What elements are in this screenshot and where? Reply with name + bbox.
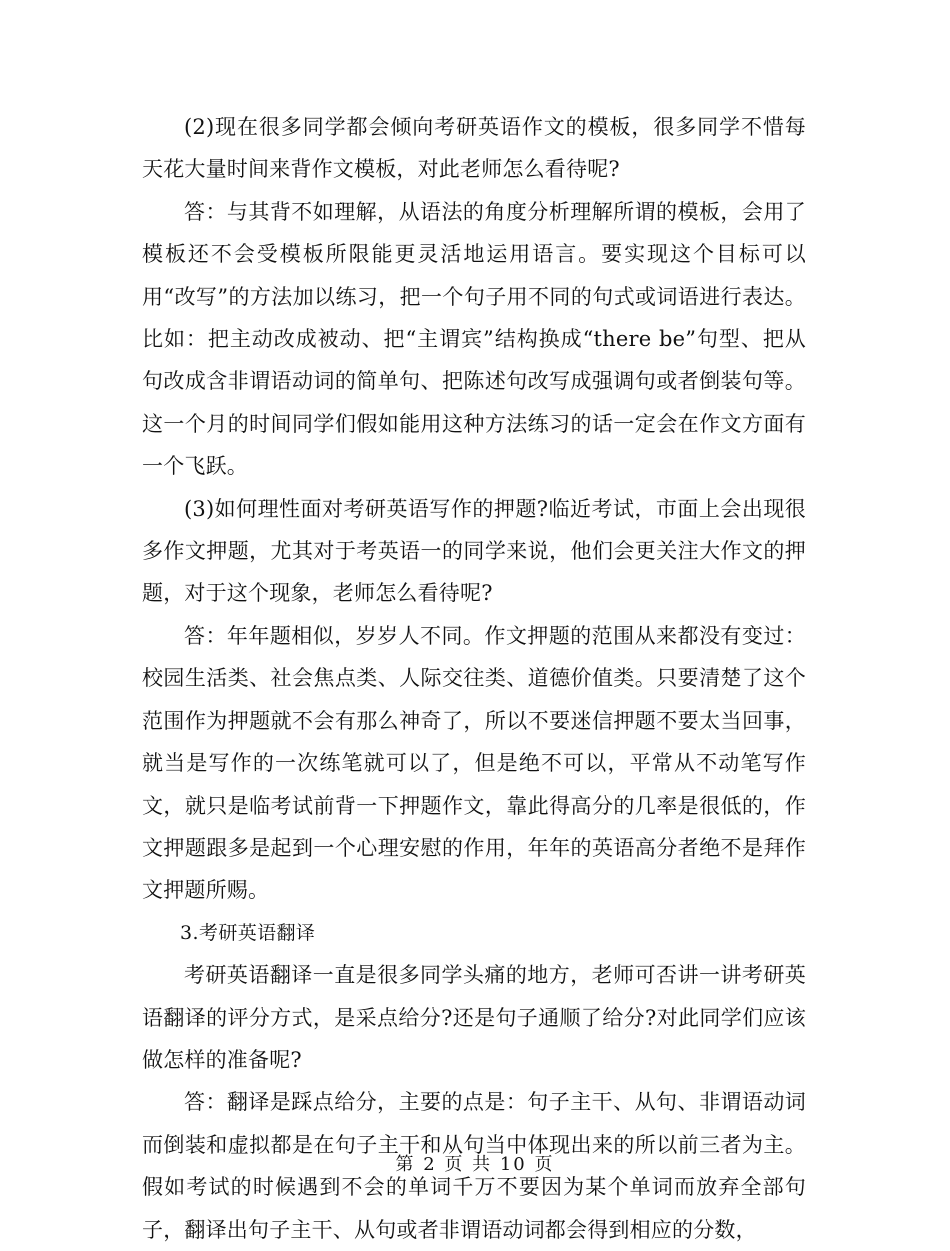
answer-paragraph-translation: 答：翻译是踩点给分，主要的点是：句子主干、从句、非谓语动词而倒装和虚拟都是在句子主干和从句当中体现出来的所以前三者为主。假如考试的时候遇到不会的单词千万不要因为某个单词而放弃全部句子，翻译出句子主干、从句或者非谓语动词都会得到相应的分数， [142, 1090, 806, 1242]
question-paragraph-3: (3)如何理性面对考研英语写作的押题?临近考试，市面上会出现很多作文押题，尤其对于考英语一的同学来说，他们会更关注大作文的押题，对于这个现象，老师怎么看待呢? [142, 496, 806, 606]
question-paragraph-translation: 考研英语翻译一直是很多同学头痛的地方，老师可否讲一讲考研英语翻译的评分方式，是采点给分?还是句子通顺了给分?对此同学们应该做怎样的准备呢? [142, 963, 806, 1072]
answer-paragraph-3: 答：年年题相似，岁岁人不同。作文押题的范围从来都没有变过：校园生活类、社会焦点类、人际交往类、道德价值类。只要清楚了这个范围作为押题就不会有那么神奇了，所以不要迷信押题不要太当回事，就当是写作的一次练笔就可以了，但是绝不可以，平常从不动笔写作文，就只是临考试前背一下押题作文，靠此得高分的几率是很低的，作文押题跟多是起到一个心理安慰的作用，年年的英语高分者绝不是拜作文押题所赐。 [142, 623, 806, 903]
answer-paragraph-2: 答：与其背不如理解，从语法的角度分析理解所谓的模板，会用了模板还不会受模板所限能更灵活地运用语言。要实现这个目标可以用“改写”的方法加以练习，把一个句子用不同的句式或词语进行表达。比如：把主动改成被动、把“主谓宾”结构换成“there be”句型、把从句改成含非谓语动词的简单句、把陈述句改写成强调句或者倒装句等。这一个月的时间同学们假如能用这种方法练习的话一定会在作文方面有一个飞跃。 [142, 199, 806, 479]
question-paragraph-2: (2)现在很多同学都会倾向考研英语作文的模板，很多同学不惜每天花大量时间来背作文模板，对此老师怎么看待呢? [142, 115, 806, 182]
page-number-footer: 第 2 页 共 10 页 [395, 1154, 555, 1175]
section-heading-translation: 3.考研英语翻译 [180, 921, 316, 944]
document-body [142, 106, 806, 1251]
